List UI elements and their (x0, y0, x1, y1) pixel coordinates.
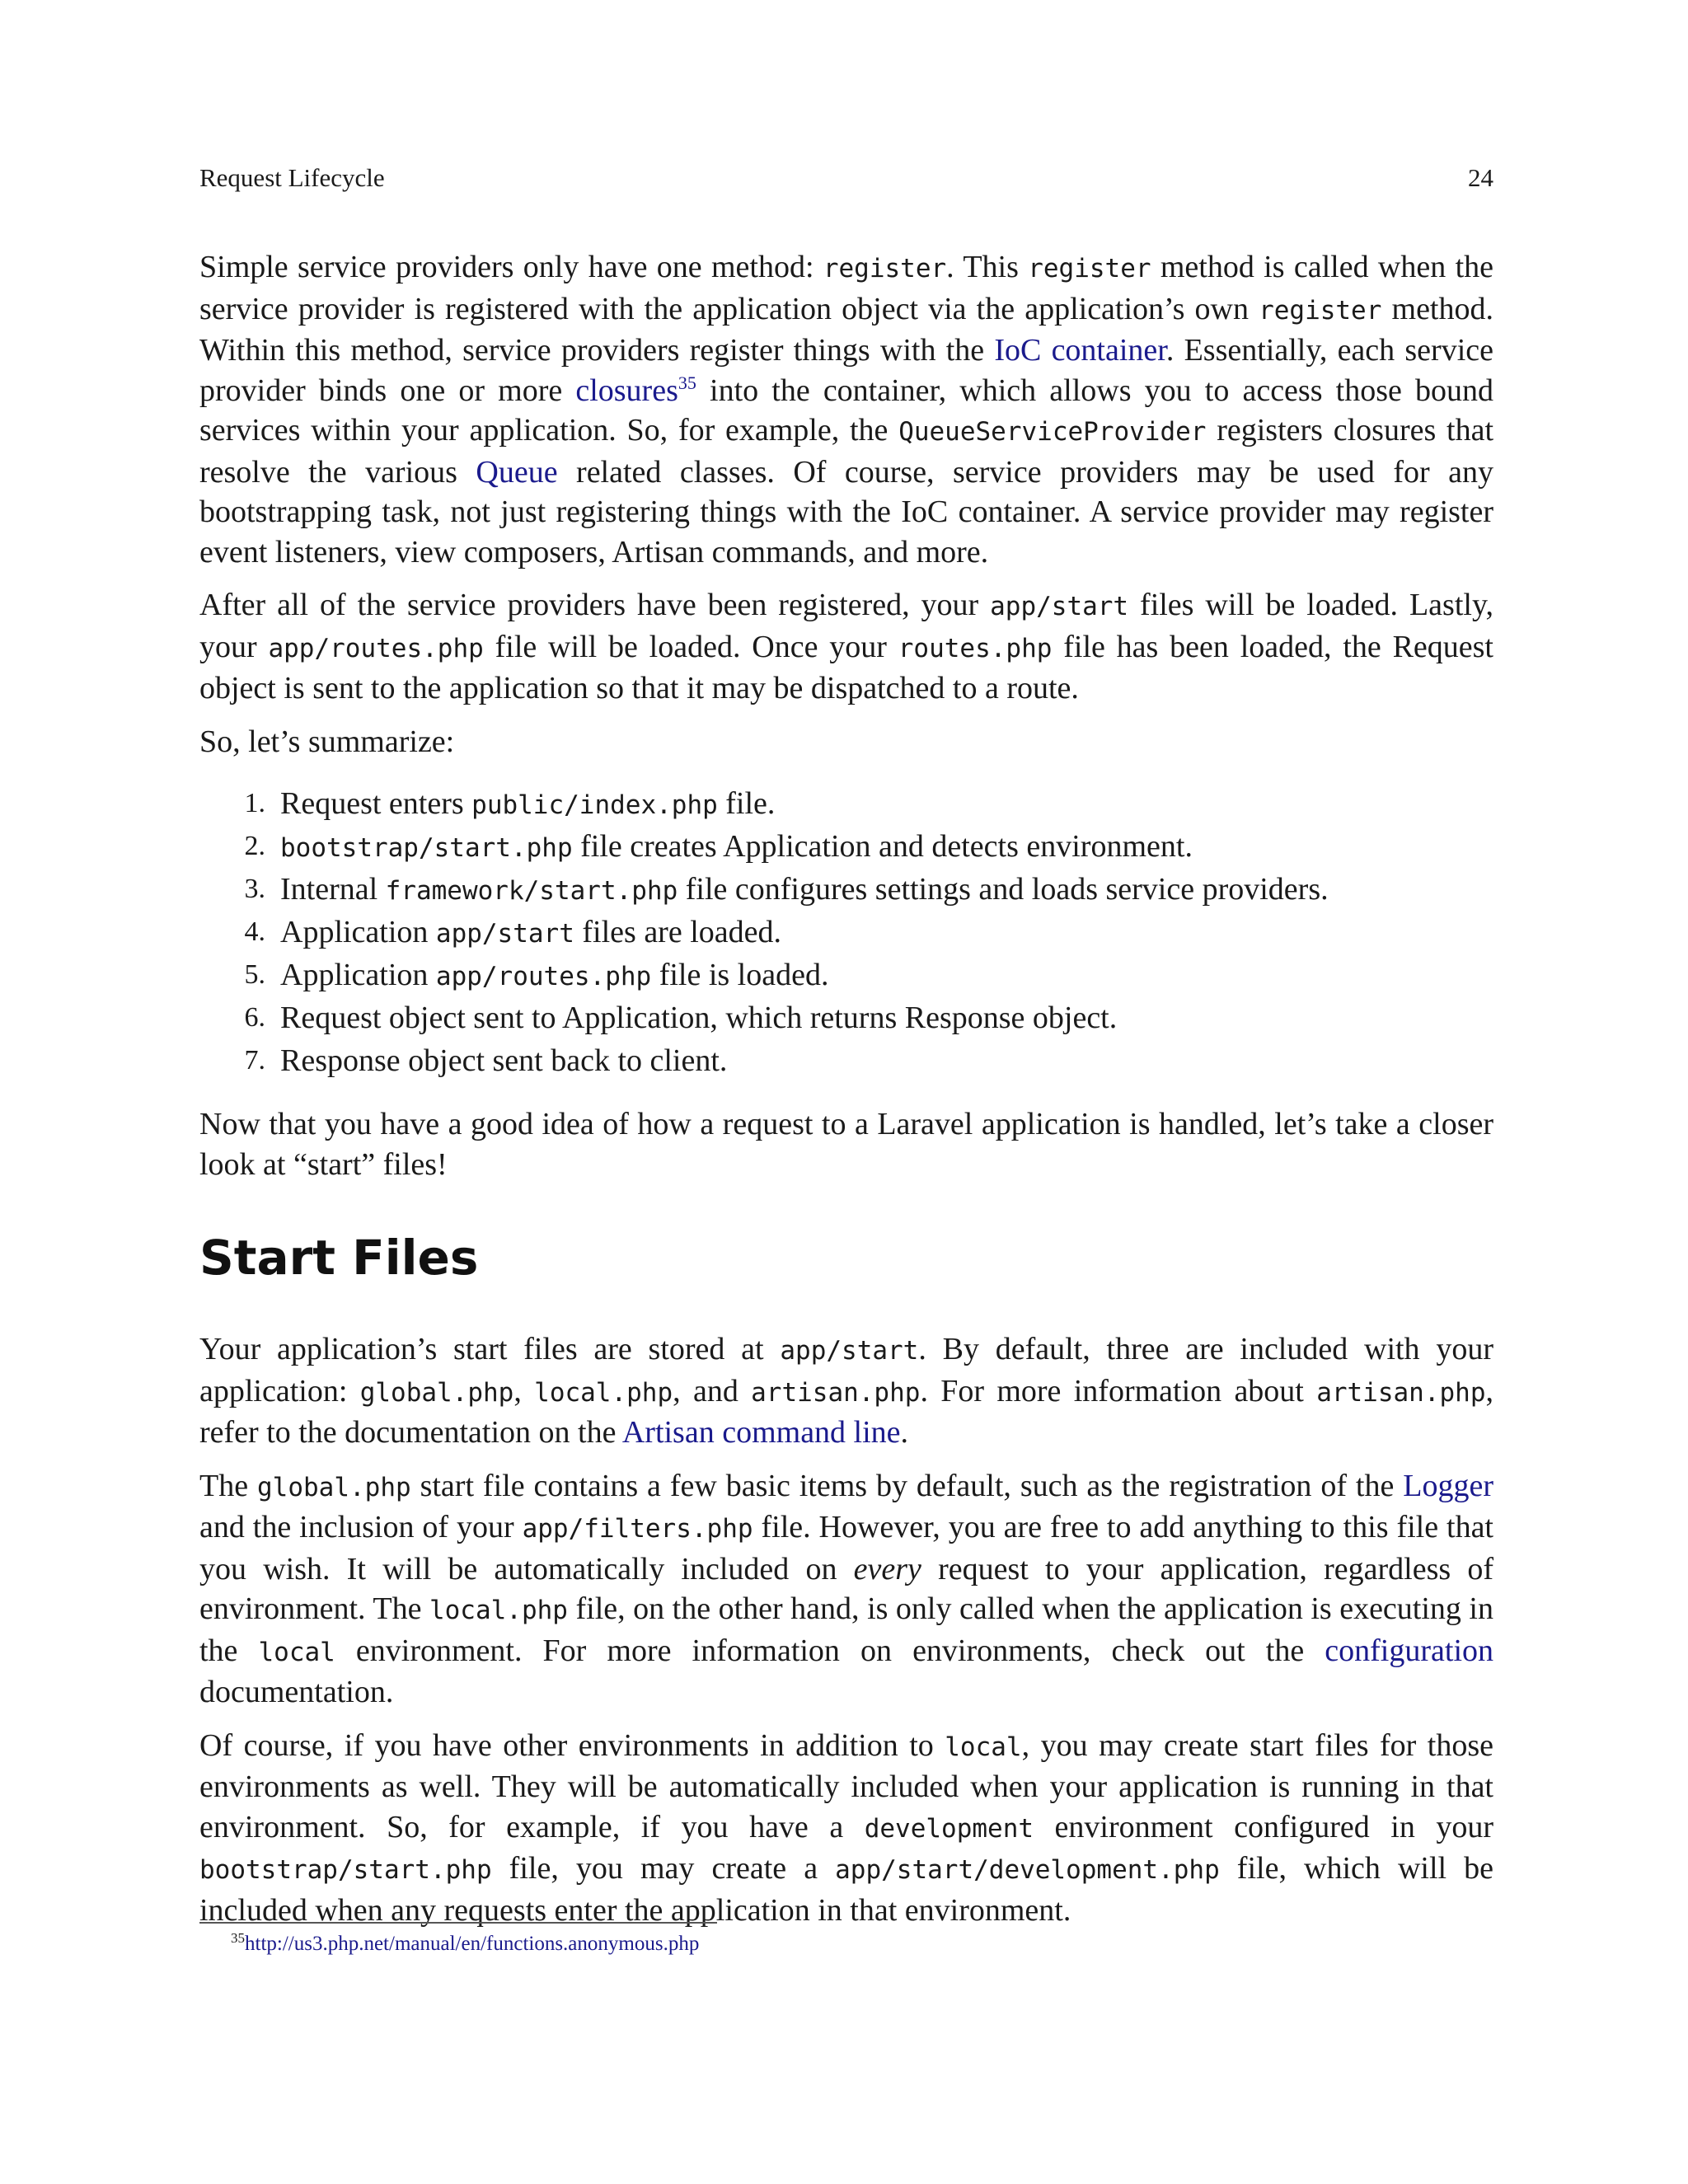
emphasis: every (853, 1551, 921, 1586)
link-artisan-command-line[interactable]: Artisan command line (621, 1415, 901, 1450)
inline-code: routes.php (898, 633, 1053, 663)
inline-code: framework/start.php (385, 876, 678, 906)
list-item: 6. Request object sent to Application, which returns Response object. (244, 1001, 1118, 1035)
list-item: 2. bootstrap/start.php file creates Application and detects environment. (244, 829, 1193, 864)
page-number: 24 (1468, 163, 1493, 192)
footnote-ref[interactable]: 35 (678, 372, 696, 393)
inline-code: app/routes.php (268, 633, 484, 663)
inline-code: artisan.php (1316, 1377, 1486, 1408)
page-body (199, 247, 1493, 1943)
inline-code: bootstrap/start.php (199, 1855, 492, 1885)
link-ioc-container[interactable]: IoC container (994, 333, 1166, 368)
inline-code: app/start (780, 1336, 919, 1366)
link-closures[interactable]: closures (575, 373, 678, 408)
paragraph-other-environments: Of course, if you have other environments in addition to local, you may create start files for those environments as well. They will be automatically included when your application is running in that environment. So, for example, if you have a development environment configured in your bootstrap/start.php file, you may create a app/start/development.php file, which will be included when any requests enter the application in that environment. (199, 1727, 1494, 1928)
section-heading: Start Files (199, 1230, 479, 1286)
paragraph-global-php: The global.php start file contains a few basic items by default, such as the registration of the Logger and the inclusion of your app/filters.php file. However, you are free to add anything to this file that you wish. It will be automatically included on every request to your application, regardless of environment. The local.php file, on the other hand, is only called when the application is executing in the local environment. For more information on environments, check out the configuration documentation. (199, 1468, 1494, 1709)
summary-list (199, 783, 1493, 1083)
footnote-link[interactable]: http://us3.php.net/manual/en/functions.anonymous.php (245, 1933, 700, 1955)
link-queue[interactable]: Queue (476, 454, 558, 490)
inline-code: app/routes.php (435, 962, 652, 991)
inline-code: local.php (429, 1596, 568, 1625)
inline-code: global.php (257, 1472, 411, 1502)
footnote-divider (199, 1922, 717, 1924)
link-configuration[interactable]: configuration (1325, 1633, 1493, 1668)
inline-code: register (823, 254, 947, 284)
inline-code: local (258, 1637, 335, 1667)
inline-code: development (864, 1813, 1034, 1844)
inline-code: local.php (534, 1377, 673, 1408)
inline-code: public/index.php (471, 790, 718, 820)
list-item: 1. Request enters public/index.php file. (244, 786, 776, 821)
inline-code: global.php (359, 1377, 514, 1408)
list-item: 3. Internal framework/start.php file configures settings and loads service providers. (244, 872, 1329, 907)
inline-code: app/start/development.php (835, 1855, 1220, 1885)
paragraph-summarize: So, let’s summarize: (199, 724, 455, 759)
list-item: 5. Application app/routes.php file is loaded. (244, 958, 829, 992)
paragraph-now-that: Now that you have a good idea of how a request to a Laravel application is handled, let’s take a closer look at “start” files! (199, 1107, 1493, 1182)
inline-code: bootstrap/start.php (280, 833, 573, 863)
list-item: 4. Application app/start files are loaded. (244, 915, 781, 949)
inline-code: local (945, 1732, 1022, 1762)
paragraph-start-files-loaded: After all of the service providers have been registered, your app/start files will be loaded. Lastly, your app/routes.php file will be loaded. Once your routes.php file has been loaded, the Request object is sent to the application so that it may be dispatched to a route. (199, 588, 1493, 705)
list-item: 7. Response object sent back to client. (244, 1043, 728, 1078)
footnote-number: 35 (231, 1930, 245, 1946)
inline-code: register (1259, 295, 1382, 326)
inline-code: app/start (990, 592, 1129, 621)
inline-code: QueueServiceProvider (898, 417, 1207, 447)
inline-code: register (1028, 254, 1151, 284)
link-logger[interactable]: Logger (1403, 1468, 1494, 1503)
footnote (231, 1930, 699, 1958)
inline-code: app/filters.php (522, 1514, 753, 1544)
paragraph-start-files-stored: Your application’s start files are stored at app/start. By default, three are included with your application: global.php, local.php, and artisan.php. For more information about artisan.php, refer to the documentation on the Artisan command line. (199, 1332, 1493, 1450)
inline-code: app/start (435, 919, 574, 949)
paragraph-service-providers: Simple service providers only have one method: register. This register method is called when the service provider is registered with the application object via the application’s own register method. Within this method, service providers register things with the IoC container. Essentially, each service provider binds one or more closures$^{35}$ into the container, which allows you to access those bound services within your application. So, for example, the QueueServiceProvider registers closures that resolve the various Queue related classes. Of course, service providers may be used for any bootstrapping task, not just registering things with the IoC container. A service provider may register event listeners, view composers, Artisan commands, and more. (199, 250, 1493, 569)
running-header (199, 162, 1493, 194)
inline-code: artisan.php (751, 1377, 921, 1408)
chapter-title: Request Lifecycle (199, 163, 385, 192)
